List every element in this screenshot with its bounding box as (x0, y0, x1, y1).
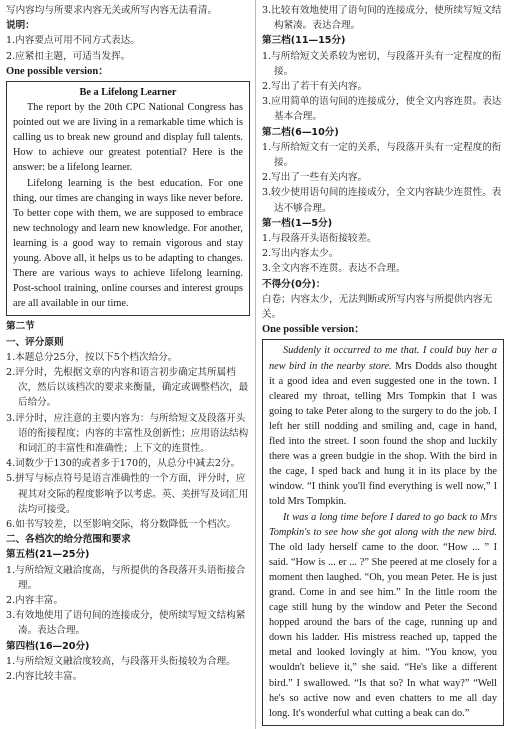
note-heading: 说明： (6, 20, 35, 32)
grade1-heading: 第一档(1—5分) (262, 217, 333, 229)
section-heading: 第二节 (6, 321, 35, 333)
story-paragraph-2 (269, 510, 497, 721)
grade1-item-1: 1.与段落开头语衔接较差。 (262, 233, 377, 245)
intro-text: 写内容均与所要求内容无关或所写内容无法看清。 (6, 5, 218, 16)
essay-paragraph-2: Lifelong learning is the best education. For one thing, our times are changing in ways like never before. To better cope with them, we are supposed to embrace new technology and learn new knowledge. For another, learning is a good way to remain vigorous and stay young. Above all, it helps us to be adapting to changes. There are various ways to achieve lifelong learning. Post-school training, online courses and interest groups are all available in our time. (13, 177, 243, 310)
rule-2: 2.评分时，先根据文章的内容和语言初步确定其所属档次，然后以该档次的要求来衡量，确定或调整档次，最后给分。 (6, 367, 249, 409)
rule-6: 6.如书写较差，以至影响交际，将分数降低一个档次。 (6, 519, 236, 531)
grade1-item-3: 3.全文内容不连贯。表达不合理。 (262, 263, 406, 275)
grade4-item-2: 2.内容比较丰富。 (6, 671, 83, 683)
essay-paragraph-1: The report by the 20th CPC National Congress has pointed out we are living in a remarkable time which is calling us to break new ground and display full talents. How to achieve our greatest potential? Here is the answer: be a lifelong learner. (13, 102, 243, 174)
grade3-item-3: 3.应用简单的语句间的连接成分，使全文内容连贯。表达基本合理。 (262, 96, 502, 123)
rule-3: 3.评分时，应注意的主要内容为：与所给短文及段落开头语的衔接程度；内容的丰富性及创新性；应用语法结构和词汇的丰富性和准确性；上下文的连贯性。 (6, 412, 249, 455)
grade3-heading: 第三档(11—15分) (262, 35, 346, 47)
grades-heading: 二、各档次的给分范围和要求 (6, 534, 131, 546)
essay-box (6, 81, 250, 316)
essay-title: Be a Lifelong Learner (79, 87, 177, 99)
grade0-heading: 不得分(0分)： (262, 278, 326, 290)
column-divider (255, 0, 256, 729)
version-label: One possible version： (6, 65, 109, 77)
story-lead-2: It was a long time before I dared to go back to Mrs Tompkin's to see how she got along with the new bird. (269, 511, 497, 538)
story-lead-1: Suddenly it occurred to me that. I could buy her a new bird in the nearby store. (269, 345, 497, 372)
rule-5: 5.拼写与标点符号是语言准确性的一个方面，评分时，应视其对交际的程度影响予以考虑。英、美拼写及词汇用法均可接受。 (6, 473, 249, 515)
rule-4: 4.词数少于130的或者多于170的，从总分中减去2分。 (6, 458, 241, 470)
grade4-item-1: 1.与所给短文融洽度较高，与段落开头衔接较为合理。 (6, 655, 236, 667)
story-body-1: Mrs Dodds also thought it a good idea and even suggested one in the town. I cleared my throat, telling Mrs Tompkin that I was going to take Peter along to the surgery to do the job. I left her still nodding and smiling and, cage in hand, fled into the street. I soon found the shop and luckily there was a green budgie in the shop. With the bird in the cage, I sped back and hung it in its place by the window. “I think you'll find everything is well now,” I told Mrs Tompkin. (269, 360, 497, 508)
grade2-item-1: 1.与所给短文有一定的关系，与段落开头有一定程度的衔接。 (262, 141, 502, 169)
grade5-item-2: 2.内容丰富。 (6, 595, 64, 607)
rules-heading: 一、评分原则 (6, 336, 64, 348)
right-column (262, 3, 504, 726)
note-1: 1.内容要点可用不同方式表达。 (6, 35, 140, 47)
story-box (262, 339, 504, 725)
version-label-2: One possible version： (262, 324, 365, 336)
grade4-heading: 第四档(16—20分) (6, 640, 90, 652)
left-column (6, 3, 250, 684)
grade2-heading: 第二档(6—10分) (262, 126, 339, 138)
rule-1: 1.本题总分25分，按以下5个档次给分。 (6, 351, 178, 363)
grade5-item-1: 1.与所给短文融洽度高，与所提供的各段落开头语衔接合理。 (6, 564, 246, 591)
grade5-item-3: 3.有效地使用了语句间的连接成分，使所续写短文结构紧凑。表达合理。 (6, 610, 246, 637)
grade3-item-2: 2.写出了若干有关内容。 (262, 81, 368, 93)
grade0-text: 白卷；内容太少，无法判断或所写内容与所提供内容无关。 (262, 293, 493, 321)
grade2-item-3: 3.较少使用语句间的连接成分，全文内容缺少连贯性。表达不够合理。 (262, 187, 502, 214)
grade4-item-3: 3.比较有效地使用了语句间的连接成分，使所续写短文结构紧凑。表达合理。 (262, 5, 502, 32)
grade1-item-2: 2.写出内容太少。 (262, 248, 339, 260)
grade2-item-2: 2.写出了一些有关内容。 (262, 172, 368, 184)
story-paragraph-1 (269, 343, 497, 509)
grade5-heading: 第五档(21—25分) (6, 549, 90, 561)
grade3-item-1: 1.与所给短文关系较为密切，与段落开头有一定程度的衔接。 (262, 50, 502, 77)
note-2: 2.应紧扣主题，可适当发挥。 (6, 50, 131, 62)
story-body-2: The old lady herself came to the door. “How ... ” I said. “How is ... er ... ?” She peered at me closely for a moment then laughed. “Oh, you mean Peter. He is just grand. Come in and see him.” In the little room the cage still hung by the window and Peter the Second hopped around the bars of the cage, running up and down his ladder. His mistress reached up, tapped the metal and looked lovingly at him. “You know, you wouldn't believe it,” she said. “He's like a different bird.” I swallowed. “Is that so? In what way?” “Well he's so active now and even chatters to me all day long. It's wonderful what cutting a beak can do.” (269, 541, 497, 719)
